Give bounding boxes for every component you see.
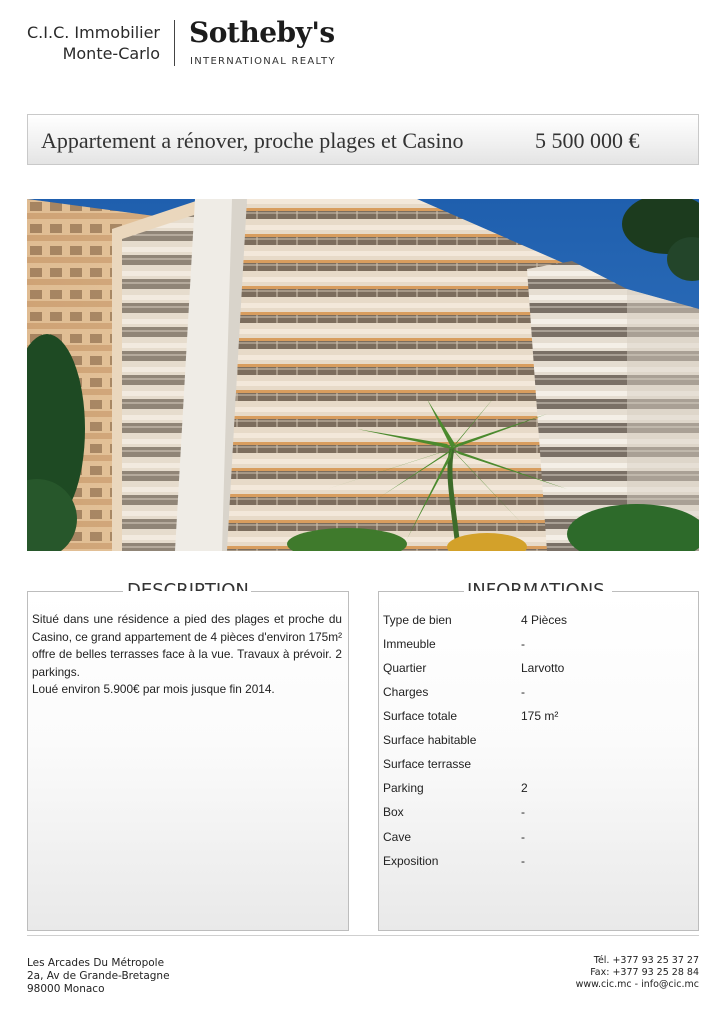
panel-top-rule-right xyxy=(612,591,698,592)
listing-price: 5 500 000 € xyxy=(535,128,640,153)
brand-logo-name: Sotheby's xyxy=(189,16,335,49)
footer-address xyxy=(27,957,170,996)
panel-top-rule-left xyxy=(379,591,464,592)
info-value: 175 m² xyxy=(521,709,559,723)
info-label: Parking xyxy=(383,781,424,795)
info-value: - xyxy=(521,637,525,651)
address-line-2: 2a, Av de Grande-Bretagne xyxy=(27,970,170,982)
info-value: - xyxy=(521,805,525,819)
info-label: Exposition xyxy=(383,854,439,868)
info-value: - xyxy=(521,830,525,844)
description-paragraph-1: Situé dans une résidence a pied des plages et proche du Casino, ce grand appartement de 4 pièces d'environ 175m² offre de belles terrasses face à la vue. Travaux à prévoir. 2 parkings. xyxy=(32,612,342,679)
brand-divider xyxy=(174,20,175,66)
info-value: 2 xyxy=(521,781,528,795)
contact-phone: Tél. +377 93 25 37 27 xyxy=(593,955,699,966)
info-label: Box xyxy=(383,805,404,819)
description-body xyxy=(32,611,342,699)
listing-title: Appartement a rénover, proche plages et Casino xyxy=(41,128,464,153)
listing-title-bar xyxy=(27,114,699,165)
info-value: - xyxy=(521,854,525,868)
info-label: Charges xyxy=(383,685,429,699)
brand-logo-subtitle: INTERNATIONAL REALTY xyxy=(190,56,336,67)
info-label: Quartier xyxy=(383,661,427,675)
contact-fax: Fax: +377 93 25 28 84 xyxy=(590,967,699,978)
footer-divider xyxy=(27,935,699,936)
info-value: 4 Pièces xyxy=(521,613,568,627)
apartment-building-photo xyxy=(27,199,699,551)
contact-web-email[interactable]: www.cic.mc - info@cic.mc xyxy=(575,979,699,990)
address-line-3: 98000 Monaco xyxy=(27,983,105,995)
info-value: Larvotto xyxy=(521,661,565,675)
info-label: Cave xyxy=(383,830,412,844)
agency-line-1: C.I.C. Immobilier xyxy=(27,23,160,42)
info-label: Immeuble xyxy=(383,637,436,651)
panel-top-rule-right xyxy=(251,591,348,592)
info-label: Surface habitable xyxy=(383,733,477,747)
agency-name xyxy=(20,22,160,64)
address-line-1: Les Arcades Du Métropole xyxy=(27,957,165,969)
footer-contact xyxy=(576,955,699,991)
description-paragraph-2: Loué environ 5.900€ par mois jusque fin 2014. xyxy=(32,682,275,696)
info-label: Surface terrasse xyxy=(383,757,472,771)
panel-top-rule-left xyxy=(28,591,123,592)
info-value: - xyxy=(521,685,525,699)
info-label: Surface totale xyxy=(383,709,458,723)
info-label: Type de bien xyxy=(383,613,452,627)
agency-line-2: Monte-Carlo xyxy=(62,44,160,63)
